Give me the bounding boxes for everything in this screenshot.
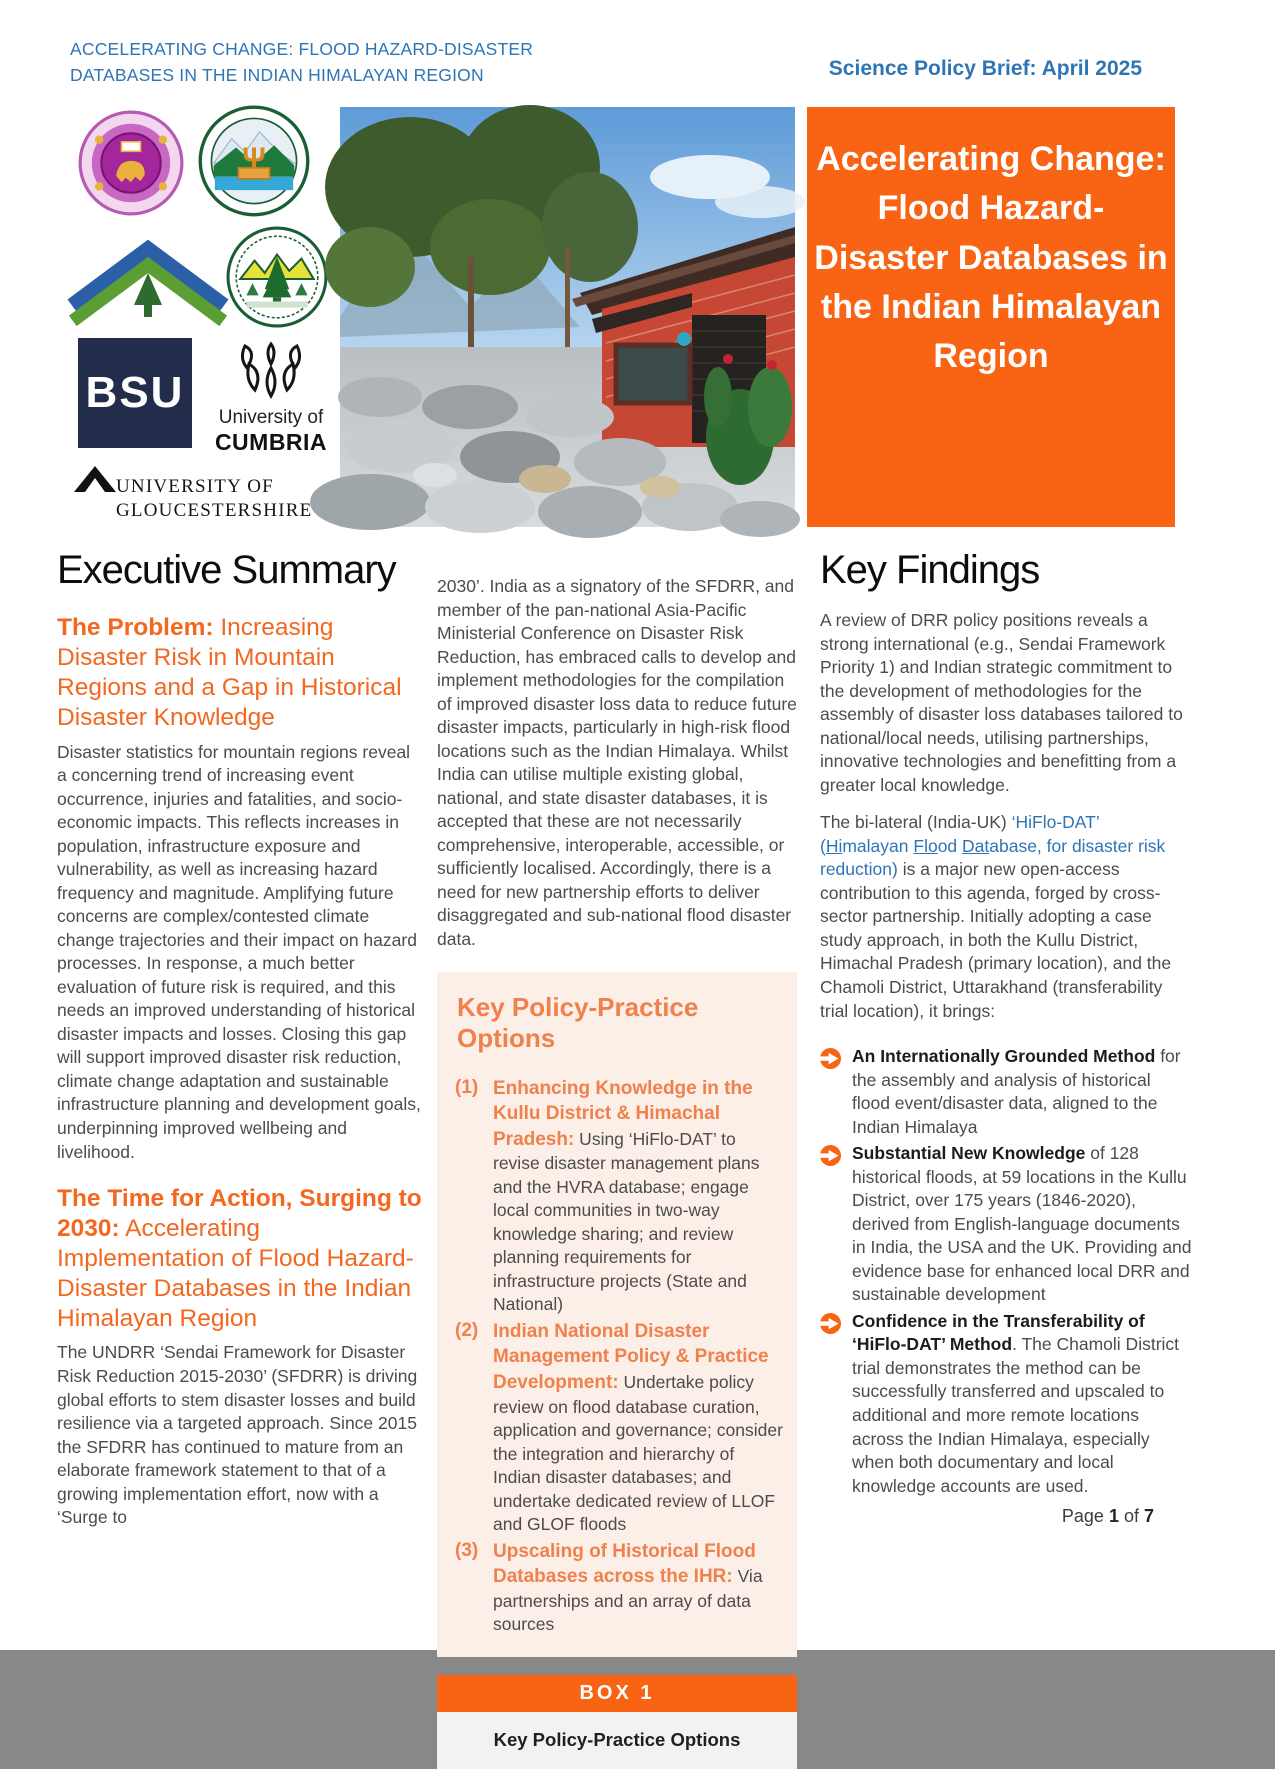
finding-2-text: of 128 historical floods, at 59 locations in the Kullu District, over 175 years (1846-2020), derived from English-language documents in India, the USA and the UK. Providing and evidence base for enhanced local DRR and sustainable development (852, 1143, 1192, 1305)
key-policy-practice-panel (437, 972, 797, 1657)
finding-item-2 (820, 1142, 1192, 1307)
panel-heading: Key Policy-Practice Options (457, 991, 699, 1053)
partner-logos (70, 105, 338, 537)
hiflo-dat-link-hi[interactable]: Hi (825, 835, 843, 856)
time-for-action-subheading-bold: The Time for Action, Surging to 2030: (57, 1185, 422, 1242)
policy-item-1-number: (1) (455, 1076, 479, 1098)
time-for-action-subheading-rest: Accelerating Implementation of Flood Hazard-Disaster Databases in the Indian Himalayan Region (57, 1214, 414, 1332)
cumbria-leaves-icon (235, 342, 307, 400)
circle-right-arrow-icon (820, 1313, 841, 1334)
circle-right-arrow-icon (820, 1145, 841, 1166)
svg-text:Ψ: Ψ (242, 142, 266, 175)
policy-item-2-heading: Indian National Disaster Management Policy & Practice Development: (493, 1320, 769, 1393)
hiflo-dat-link-od[interactable]: od (937, 835, 963, 856)
hiflo-dat-link-dat[interactable]: Dat (962, 835, 990, 856)
gloucestershire-chevron-icon (72, 460, 118, 496)
para2-rest: is a major new open-access contribution to this agenda, forged by cross-sector partnership. Initially adopting a case study approach, in both the Kullu District, Himachal Pradesh (primary location), and the Chamoli District, Uttarakhand (transferability trial location), it brings: (820, 859, 1172, 1021)
page-number (820, 1506, 1192, 1527)
bsu-logo-text: BSU (85, 368, 185, 417)
bsu-logo (78, 338, 192, 448)
circle-right-arrow-icon (820, 1048, 841, 1069)
flood-damage-photo (340, 107, 795, 527)
policy-item-2-text: Undertake policy review on flood database curation, application and governance; consider the integration and hierarchy of Indian disaster databases; and undertake dedicated review of LLOF and GLOF floods (493, 1371, 783, 1535)
finding-3-bold: Confidence in the Transferability of ‘HiFlo-DAT’ Method (852, 1310, 1145, 1355)
finding-item-1 (820, 1045, 1192, 1139)
findings-paragraph-2 (820, 811, 1192, 1023)
box1-header: BOX 1 (437, 1675, 797, 1712)
policy-item-3 (455, 1539, 785, 1637)
finding-1-text: for the assembly and analysis of historical flood event/disaster data, aligned to the Indian Himalaya (852, 1046, 1181, 1137)
cumbria-logo-line1: University of (218, 407, 324, 428)
document-title: Accelerating Change: Flood Hazard-Disaster Databases in the Indian Himalayan Region (814, 140, 1168, 376)
time-for-action-subheading (57, 1184, 423, 1333)
hiflo-dat-link[interactable]: ‘HiFlo-DAT’ ( (820, 812, 1100, 856)
policy-item-3-heading: Upscaling of Historical Flood Databases across the IHR: (493, 1540, 756, 1588)
cumbria-logo-line2: CUMBRIA (214, 429, 328, 455)
problem-subheading-rest: Increasing Disaster Risk in Mountain Regions and a Gap in Historical Disaster Knowledge (57, 614, 402, 731)
policy-item-2-number: (2) (455, 1319, 479, 1341)
forestry-university-logo-icon (226, 226, 328, 328)
glos-logo-line1: UNIVERSITY OF (116, 476, 274, 497)
executive-summary-column (57, 548, 423, 1544)
key-findings-column (820, 548, 1192, 1527)
himachal-pradesh-university-logo-icon (198, 105, 310, 217)
header-kicker (70, 36, 610, 89)
university-of-gloucestershire-logo (72, 460, 336, 523)
policy-item-2 (455, 1319, 785, 1537)
time-for-action-paragraph: The UNDRR ‘Sendai Framework for Disaster Risk Reduction 2015-2030’ (SFDRR) is driving global efforts to stem disaster losses and build resilience via a targeted approach. Since 2015 the SFDRR has continued to mature from an elaborate framework statement to that of a growing implementation effort, now with a ‘Surge to (57, 1342, 418, 1528)
finding-item-3 (820, 1310, 1192, 1498)
hiflo-dat-link-malayan[interactable]: malayan (842, 835, 914, 856)
title-box (807, 107, 1175, 527)
problem-subheading (57, 613, 423, 733)
hiflo-dat-link-flo[interactable]: Flo (913, 835, 938, 856)
page-number-total: 7 (1143, 1506, 1154, 1527)
executive-summary-heading: Executive Summary (57, 548, 396, 592)
university-of-cumbria-logo (212, 342, 330, 455)
policy-item-3-text: Via partnerships and an array of data sources (493, 1566, 763, 1635)
finding-3-text: . The Chamoli District trial demonstrates the method can be successfully transferred and upscaled to additional and more remote locations across the Indian Himalaya, especially when both documentary and local knowledge accounts are used. (852, 1334, 1180, 1496)
para2-prefix: The bi-lateral (India-UK) (820, 812, 1012, 833)
problem-paragraph: Disaster statistics for mountain regions reveal a concerning trend of increasing event occurrence, injuries and fatalities, and socio-economic impacts. This reflects increases in population, infrastructure exposure and vulnerability, as well as increasing hazard frequency and magnitude. Amplifying future concerns are complex/contested climate change trajectories and their impact on hazard processes. In response, a much better evaluation of future risk is required, and this needs an improved understanding of historical disaster impacts and losses. Closing this gap will support improved disaster risk reduction, climate change adaptation and sustainable infrastructure planning and development goals, underpinning improved wellbeing and livelihood. (57, 741, 421, 1162)
continuation-paragraph: 2030’. India as a signatory of the SFDRR, and member of the pan-national Asia-Pacific Ministerial Conference on Disaster Risk Reduction, has embraced calls to develop and implement methodologies for the compilation of improved disaster loss data to reduce future disaster impacts, particularly in high-risk flood locations such as the Indian Himalaya. Whilst India can utilise multiple existing global, national, and state disaster databases, it is accepted that these are not necessarily comprehensive, interoperable, accessible, or sufficiently localised. Accordingly, there is a need for new partnership efforts to deliver disaggregated and sub-national flood disaster data. (437, 576, 797, 949)
policy-item-1-text: Using ‘HiFlo-DAT’ to revise disaster management plans and the HVRA database; engage local communities in two-way knowledge sharing; and review planning requirements for infrastructure projects (State and National) (493, 1128, 760, 1315)
kicker-line-1: ACCELERATING CHANGE: FLOOD HAZARD-DISASTER (70, 39, 534, 59)
policy-item-1-heading: Enhancing Knowledge in the Kullu District & Himachal Pradesh: (493, 1077, 753, 1150)
page-number-current: 1 (1108, 1506, 1119, 1527)
page-number-of: of (1118, 1506, 1144, 1527)
policy-item-1 (455, 1076, 785, 1317)
brief-label: Science Policy Brief: April 2025 (828, 57, 1142, 80)
policy-item-3-number: (3) (455, 1539, 479, 1561)
kicker-line-2: DATABASES IN THE INDIAN HIMALAYAN REGION (70, 65, 484, 86)
box1-caption: Key Policy-Practice Options (437, 1712, 797, 1769)
glos-logo-line2: GLOUCESTERSHIRE (116, 499, 313, 521)
finding-1-bold: An Internationally Grounded Method (852, 1046, 1156, 1067)
university-of-delhi-logo-icon (78, 110, 184, 216)
middle-column (437, 548, 797, 1769)
finding-2-bold: Substantial New Knowledge (852, 1143, 1086, 1164)
mountain-institute-logo-icon (73, 243, 223, 331)
key-findings-list (820, 1045, 1192, 1498)
key-findings-heading: Key Findings (820, 548, 1040, 592)
flood-damage-photo-illustration (340, 107, 795, 527)
page-number-label: Page (1061, 1506, 1109, 1527)
hiflo-dat-link-rest[interactable]: abase, for disaster risk reduction) (820, 835, 1166, 880)
problem-subheading-bold: The Problem: (57, 614, 214, 641)
findings-paragraph-1: A review of DRR policy positions reveals a strong international (e.g., Sendai Framework Priority 1) and Indian strategic commitment to the development of methodologies for the assembly of disaster loss databases tailored to national/local needs, utilising partnerships, innovative technologies and benefitting from a greater local knowledge. (820, 610, 1183, 795)
